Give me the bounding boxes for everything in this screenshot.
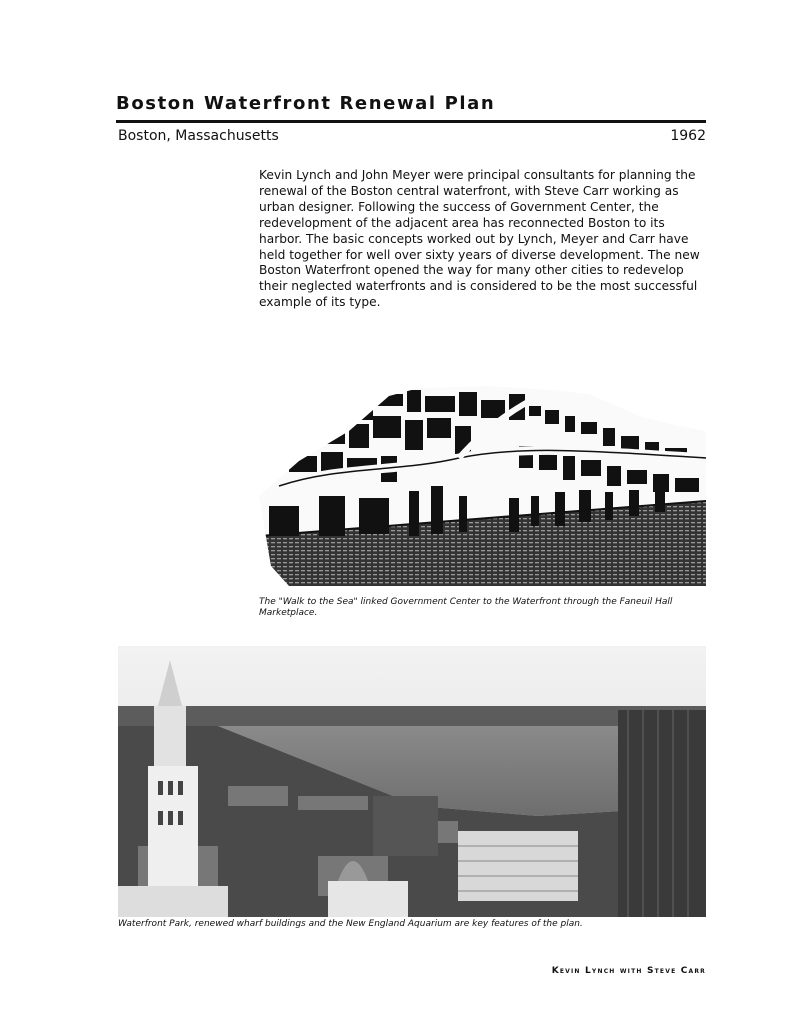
page-title: Boston Waterfront Renewal Plan — [116, 93, 496, 114]
page-footer-credit: Kevin Lynch with Steve Carr — [551, 966, 706, 976]
project-year: 1962 — [670, 128, 706, 144]
figure-caption: Waterfront Park, renewed wharf buildings and the New England Aquarium are key features of the plan. — [118, 919, 583, 929]
walk-to-the-sea-plan-image — [259, 386, 706, 586]
project-location: Boston, Massachusetts — [118, 128, 279, 144]
description-paragraph: Kevin Lynch and John Meyer were principal consultants for planning the renewal of the Boston central waterfront, with Steve Carr working as urban designer. Following the success of Government Center, the redevelopment of the adjacent area has reconnected Boston to its harbor. The basic concepts worked out by Lynch, Meyer and Carr have held together for well over sixty years of diverse development. The new Boston Waterfront opened the way for many other cities to redevelop their neglected waterfronts and is considered to be the most successful example of its type. — [259, 168, 700, 310]
waterfront-aerial-photo — [118, 646, 706, 917]
title-rule — [116, 120, 706, 123]
figure-caption: The "Walk to the Sea" linked Government Center to the Waterfront through the Faneuil Hall Marketplace. — [259, 597, 673, 618]
